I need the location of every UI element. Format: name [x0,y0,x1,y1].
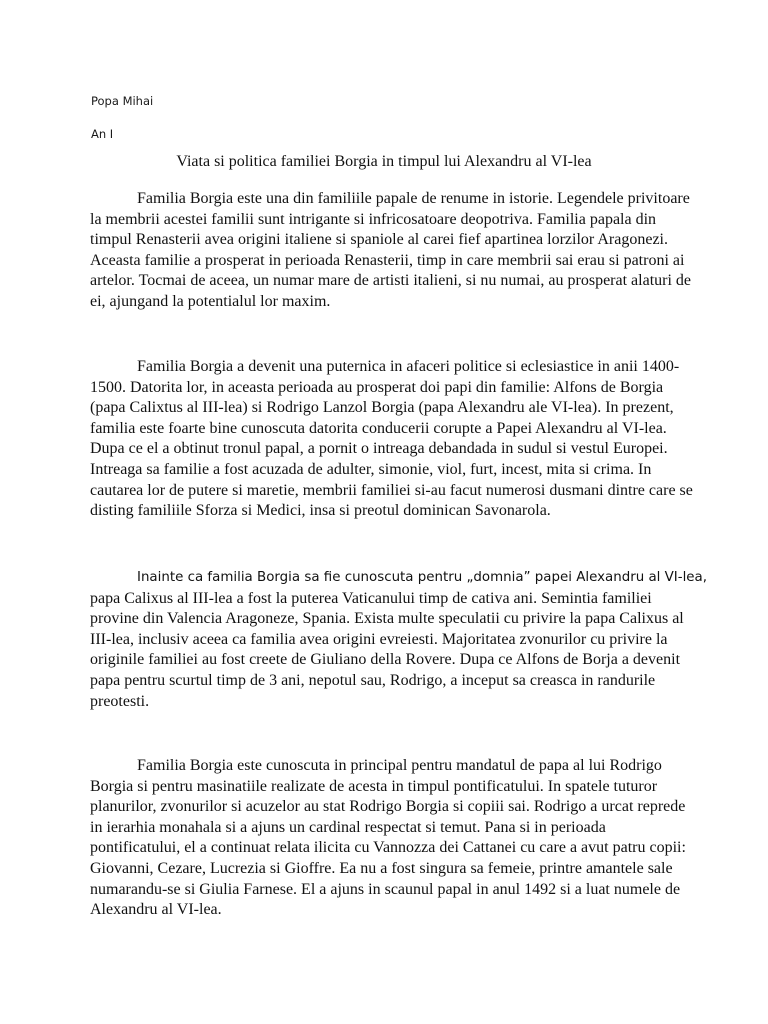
text-line: artelor. Tocmai de aceea, un numar mare de artisti italieni, si nu numai, au prosperat alaturi de [90,272,692,290]
text-line: pontificatului, el a continuat relata ilicita cu Vannozza dei Cattanei cu care a avut patru copii: [90,839,686,857]
text-line: Inainte ca familia Borgia sa fie cunoscuta pentru „domnia” papei Alexandru al VI-lea, [137,570,707,585]
text-line: ei, ajungand la potentialul lor maxim. [90,292,331,310]
study-year: An I [91,127,114,141]
paragraph-4 [90,756,690,921]
text-line: Intreaga sa familie a fost acuzada de adulter, simonie, viol, furt, incest, mita si crima. In [90,460,652,478]
text-line: planurilor, zvonurilor si acuzelor au stat Rodrigo Borgia si copiii sai. Rodrigo a urcat reprede [90,798,686,816]
text-line: cautarea lor de putere si maretie, membrii familiei si-au facut numerosi dusmani dintre care se [90,481,693,499]
text-line: Giovanni, Cezare, Lucrezia si Gioffre. Ea nu a fost singura sa femeie, printre amantele sale [90,859,673,877]
text-line: Familia Borgia este una din familiile papale de renume in istorie. Legendele privitoare [137,190,690,207]
text-line: Familia Borgia a devenit una puternica in afaceri politice si eclesiastice in anii 1400- [137,358,680,375]
text-line: Familia Borgia este cunoscuta in principal pentru mandatul de papa al lui Rodrigo [137,757,662,774]
text-line: Borgia si pentru masinatiile realizate de acesta in timpul pontificatului. In spatele tuturor [90,777,658,795]
text-line: Dupa ce el a obtinut tronul papal, a pornit o intreaga debandada in sudul si vestul Europei. [90,440,668,458]
text-line: la membrii acestei familii sunt intrigante si infricosatoare deopotriva. Familia papala din [90,210,657,228]
text-line: Aceasta familie a prosperat in perioada Renasterii, timp in care membrii sai erau si patroni ai [90,251,685,269]
text-line: numarandu-se si Giulia Farnese. El a ajuns in scaunul papal in anul 1492 si a luat numele de [90,880,681,898]
text-line: Alexandru al VI-lea. [90,901,222,919]
text-line: timpul Renasterii avea origini italiene si spaniole al carei fief apartinea lorzilor Aragonezi. [90,231,668,249]
text-line: preotesti. [90,692,150,710]
author-name: Popa Mihai [91,94,154,108]
text-line: (papa Calixtus al III-lea) si Rodrigo Lanzol Borgia (papa Alexandru ale VI-lea). In prezent, [90,399,674,417]
text-line: originile familiei au fost creete de Giuliano della Rovere. Dupa ce Alfons de Borja a devenit [90,651,681,669]
text-line: familia este foarte bine cunoscuta datorita conducerii corupte a Papei Alexandru al VI-lea. [90,419,667,437]
paragraph-3 [90,568,707,712]
text-line: disting familiile Sforza si Medici, insa si preotul dominican Savonarola. [90,502,551,520]
text-line: III-lea, inclusiv aceea ca familia avea origini evreiesti. Majoritatea zvonurilor cu privire la [90,630,668,648]
document-title: Viata si politica familiei Borgia in timpul lui Alexandru al VI-lea [176,153,592,170]
text-line: in ierarhia monahala si a ajuns un cardinal respectat si temut. Pana si in perioada [90,818,606,836]
text-line: provine din Valencia Aragoneze, Spania. Exista multe speculatii cu privire la papa Calixus al [90,610,684,628]
text-line: papa Calixus al III-lea a fost la puterea Vaticanului timp de cativa ani. Semintia familiei [90,589,652,607]
paragraph-2 [90,357,693,522]
text-line: papa pentru scurtul timp de 3 ani, nepotul sau, Rodrigo, a inceput sa creasca in randurile [90,671,656,689]
paragraph-1 [90,189,690,313]
text-line: 1500. Datorita lor, in aceasta perioada au prosperat doi papi din familie: Alfons de Borgia [90,378,664,396]
